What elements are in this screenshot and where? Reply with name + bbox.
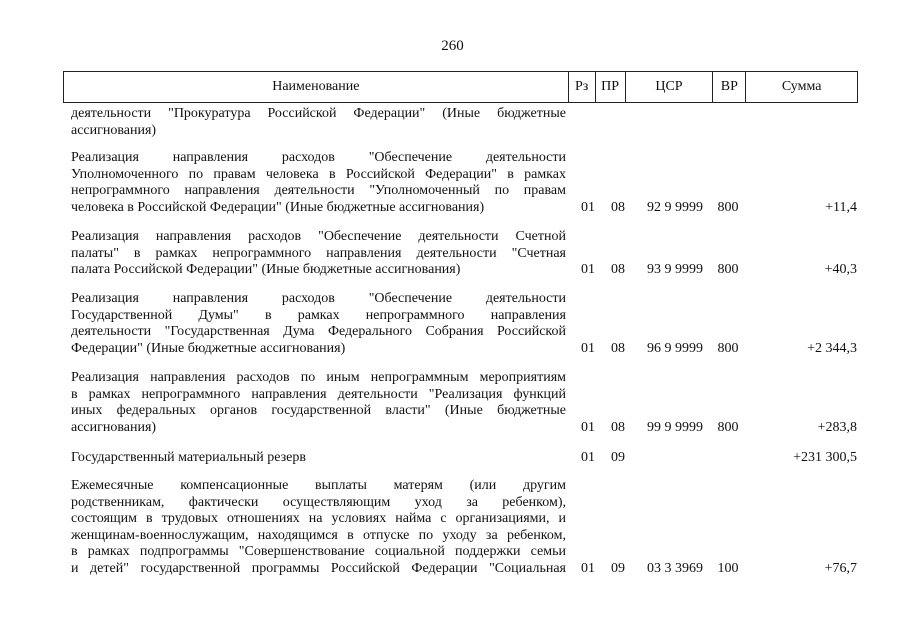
cell-rz: 01	[581, 262, 595, 277]
row-codes	[71, 420, 861, 437]
cell-rz: 01	[581, 450, 595, 465]
row-name-line: Реализация направления расходов "Обеспечение деятельности	[71, 150, 566, 165]
column-header-sum: Сумма	[781, 79, 822, 94]
row-name-line: палаты" в рамках непрограммного направления деятельности "Счетная	[71, 245, 566, 261]
cell-pr: 08	[611, 200, 625, 215]
row-name-line: деятельности "Государственная Дума Федерального Собрания Российской	[71, 324, 566, 340]
table-row	[71, 450, 861, 467]
cell-vr: 800	[717, 341, 739, 356]
row-name-line: состоящим в трудовых отношениях на условиях найма с организациями, и	[71, 511, 566, 527]
row-name-line: Реализация направления расходов "Обеспечение деятельности	[71, 291, 566, 306]
row-name-line: Государственной Думы" в рамках непрограммного направления	[71, 307, 566, 323]
row-name-line: иных федеральных органов государственной власти" (Иные бюджетные	[71, 403, 566, 419]
cell-csr: 03 3 3969	[647, 561, 703, 576]
row-codes	[71, 450, 861, 467]
column-header-rz: Рз	[569, 72, 596, 102]
row-name-line: деятельности "Прокуратура Российской Федерации" (Иные бюджетные	[71, 106, 566, 121]
cell-pr: 08	[611, 262, 625, 277]
cell-sum: +11,4	[825, 200, 857, 215]
table-row	[71, 106, 861, 140]
cell-vr: 800	[717, 262, 739, 277]
row-name-line: Государственный материальный резерв	[71, 450, 306, 465]
row-name	[71, 106, 566, 139]
page-number: 260	[441, 38, 464, 54]
row-codes	[71, 262, 861, 279]
table-row	[71, 150, 861, 217]
cell-csr: 93 9 9999	[647, 262, 703, 277]
cell-sum: +231 300,5	[793, 450, 857, 465]
cell-pr: 08	[611, 420, 625, 435]
row-name-line: Федерации" (Иные бюджетные ассигнования)	[71, 340, 346, 356]
row-name-line: Реализация направления расходов "Обеспечение деятельности Счетной	[71, 229, 566, 244]
cell-rz: 01	[581, 200, 595, 215]
cell-vr: 100	[717, 561, 739, 576]
table-row	[71, 478, 861, 578]
cell-sum: +283,8	[817, 420, 857, 435]
table-row	[71, 229, 861, 279]
cell-sum: +40,3	[824, 262, 857, 277]
row-name-line: в рамках непрограммного направления деятельности "Реализация функций	[71, 386, 566, 402]
cell-sum: +76,7	[824, 561, 857, 576]
row-name-line: ассигнования)	[71, 122, 157, 138]
cell-rz: 01	[581, 420, 595, 435]
table-header	[63, 71, 858, 103]
table-row	[71, 370, 861, 437]
row-name-line: Реализация направления расходов по иным непрограммным мероприятиям	[71, 370, 566, 385]
cell-vr: 800	[717, 200, 739, 215]
column-header-name: Наименование	[64, 72, 569, 102]
row-name-line: родственникам, фактически осуществляющим уход за ребенком),	[71, 494, 566, 510]
row-codes	[71, 200, 861, 217]
row-codes	[71, 341, 861, 358]
cell-pr: 09	[611, 450, 625, 465]
row-name-line: непрограммного направления деятельности "Уполномоченный по правам	[71, 183, 566, 199]
row-name-line: Уполномоченного по правам человека в Российской Федерации" в рамках	[71, 166, 566, 182]
cell-sum: +2 344,3	[807, 341, 857, 356]
cell-csr: 96 9 9999	[647, 341, 703, 356]
cell-vr: 800	[717, 420, 739, 435]
cell-csr: 99 9 9999	[647, 420, 703, 435]
cell-pr: 08	[611, 341, 625, 356]
row-name-line: человека в Российской Федерации" (Иные бюджетные ассигнования)	[71, 199, 485, 215]
column-header-vr: ВР	[713, 72, 746, 102]
column-header-pr: ПР	[596, 72, 626, 102]
row-name-line: в рамках подпрограммы "Совершенствование социальной поддержки семьи	[71, 544, 566, 560]
row-name-line: ассигнования)	[71, 419, 157, 435]
cell-csr: 92 9 9999	[647, 200, 703, 215]
table-row	[71, 291, 861, 358]
row-name-line: женщинам-военнослужащим, находящимся в отпуске по уходу за ребенком,	[71, 527, 566, 543]
cell-rz: 01	[581, 341, 595, 356]
cell-rz: 01	[581, 561, 595, 576]
row-codes	[71, 561, 861, 578]
row-name-line: Ежемесячные компенсационные выплаты матерям (или другим	[71, 478, 566, 493]
cell-pr: 09	[611, 561, 625, 576]
column-header-csr: ЦСР	[626, 72, 714, 102]
row-name-line: и детей" государственной программы Российской Федерации "Социальная	[71, 560, 566, 576]
row-name-line: палата Российской Федерации" (Иные бюджетные ассигнования)	[71, 262, 461, 278]
